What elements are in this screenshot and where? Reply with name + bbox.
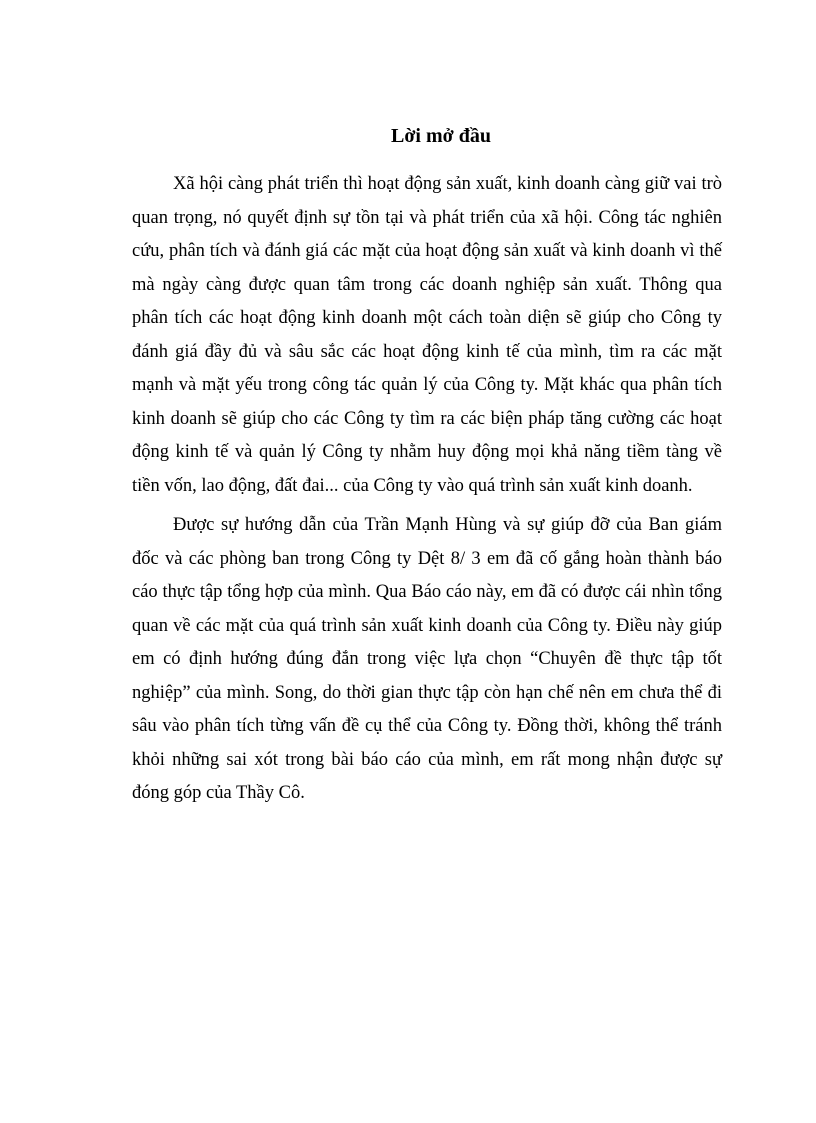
page-title: Lời mở đầu (391, 125, 491, 147)
document-body (132, 122, 722, 817)
paragraph-2: Được sự hướng dẫn của Trần Mạnh Hùng và sự giúp đỡ của Ban giám đốc và các phòng ban trong Công ty Dệt 8/ 3 em đã cố gắng hoàn thành báo cáo thực tập tổng hợp của mình. Qua Báo cáo này, em đã có được cái nhìn tổng quan về các mặt của quá trình sản xuất kinh doanh của Công ty. Điều này giúp em có định hướng đúng đắn trong việc lựa chọn “Chuyên đề thực tập tốt nghiệp” của mình. Song, do thời gian thực tập còn hạn chế nên em chưa thể đi sâu vào phân tích từng vấn đề cụ thể của Công ty. Đồng thời, không thể tránh khỏi những sai xót trong bài báo cáo của mình, em rất mong nhận được sự đóng góp của Thầy Cô. (132, 515, 722, 803)
paragraph-1: Xã hội càng phát triển thì hoạt động sản xuất, kinh doanh càng giữ vai trò quan trọng, nó quyết định sự tồn tại và phát triển của xã hội. Công tác nghiên cứu, phân tích và đánh giá các mặt của hoạt động sản xuất và kinh doanh vì thế mà ngày càng được quan tâm trong các doanh nghiệp sản xuất. Thông qua phân tích các hoạt động kinh doanh một cách toàn diện sẽ giúp cho Công ty đánh giá đầy đủ và sâu sắc các hoạt động kinh tế của mình, tìm ra các mặt mạnh và mặt yếu trong công tác quản lý của Công ty. Mặt khác qua phân tích kinh doanh sẽ giúp cho các Công ty tìm ra các biện pháp tăng cường các hoạt động kinh tế và quản lý Công ty nhằm huy động mọi khả năng tiềm tàng về tiền vốn, lao động, đất đai... của Công ty vào quá trình sản xuất kinh doanh. (132, 174, 722, 496)
